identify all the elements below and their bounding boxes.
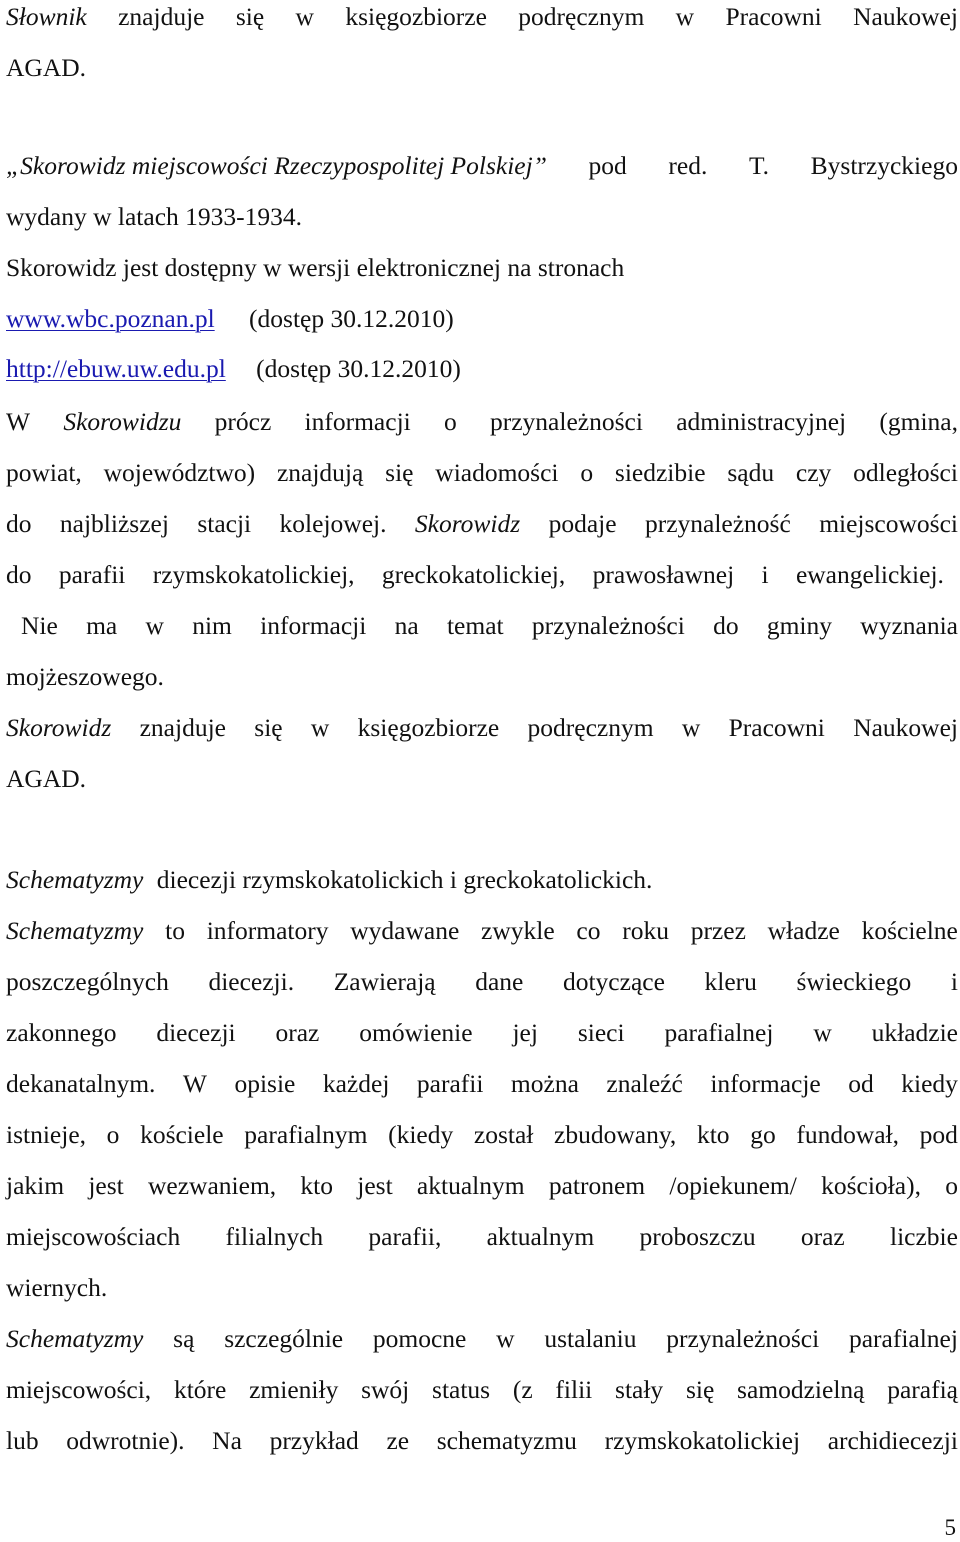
word: o xyxy=(444,407,457,436)
word: informatory xyxy=(206,916,329,945)
word: ma xyxy=(86,611,118,640)
text-line xyxy=(6,405,958,439)
word: podręcznym xyxy=(527,713,654,742)
word: świeckiego xyxy=(796,967,912,996)
word: poszczególnych xyxy=(6,967,169,996)
word: znajduje xyxy=(139,713,226,742)
word: w xyxy=(675,2,695,31)
word: znaleźć xyxy=(606,1069,683,1098)
text-line xyxy=(6,1169,958,1203)
word: stały xyxy=(615,1375,664,1404)
text-line xyxy=(6,1118,958,1152)
word: kiedy xyxy=(901,1069,958,1098)
word: Schematyzmy xyxy=(6,916,144,945)
word: greckokatolickiej, xyxy=(381,560,566,589)
word: nim xyxy=(192,611,232,640)
word: kleru xyxy=(704,967,757,996)
word: Skorowidzu xyxy=(63,407,182,436)
word: został xyxy=(473,1120,534,1149)
text-line xyxy=(6,251,958,285)
word: przynależności xyxy=(531,611,685,640)
book-title: „Skorowidz miejscowości Rzeczypospolitej Polskiej” xyxy=(6,151,547,180)
word: o xyxy=(945,1171,958,1200)
word: każdej xyxy=(322,1069,390,1098)
word: siedzibie xyxy=(614,458,706,487)
word: parafii xyxy=(58,560,126,589)
word: podaje xyxy=(548,509,617,538)
text-line xyxy=(6,352,958,386)
word: jest xyxy=(88,1171,124,1200)
text-line xyxy=(6,1424,958,1458)
word: rzymskokatolickiej xyxy=(604,1426,801,1455)
word: oraz xyxy=(275,1018,320,1047)
word: Skorowidz xyxy=(6,713,112,742)
text-line xyxy=(6,149,958,183)
word: kto xyxy=(696,1120,730,1149)
word: samodzielną xyxy=(737,1375,865,1404)
word: W xyxy=(6,407,31,436)
text-line xyxy=(6,711,958,745)
word: administracyjnej xyxy=(676,407,847,436)
word: ustalaniu xyxy=(544,1324,637,1353)
word: ze xyxy=(386,1426,410,1455)
text-line xyxy=(6,1016,958,1050)
word: jest xyxy=(357,1171,393,1200)
word: i xyxy=(950,967,958,996)
text-line xyxy=(21,609,958,643)
word: parafialnej xyxy=(664,1018,774,1047)
text-line xyxy=(6,456,958,490)
word: gminy xyxy=(766,611,833,640)
word: i xyxy=(761,560,769,589)
word: wydany w latach 1933-1934. xyxy=(6,202,303,231)
word: wezwaniem, xyxy=(148,1171,277,1200)
word: miejscowości, xyxy=(6,1375,152,1404)
word: można xyxy=(510,1069,579,1098)
word: T. xyxy=(748,151,770,180)
text-line xyxy=(6,965,958,999)
word: o xyxy=(580,458,594,487)
word: jakim xyxy=(6,1171,65,1200)
word: aktualnym xyxy=(416,1171,525,1200)
word: wydawane xyxy=(350,916,460,945)
word: AGAD. xyxy=(6,764,87,793)
word: mojżeszowego. xyxy=(6,662,164,691)
word: zwykle xyxy=(481,916,555,945)
text-line xyxy=(6,1220,958,1254)
text-line xyxy=(6,507,958,541)
word: kościelne xyxy=(861,916,958,945)
word: jej xyxy=(512,1018,538,1047)
word: liczbie xyxy=(890,1222,958,1251)
word: w xyxy=(496,1324,515,1353)
text-line xyxy=(6,1067,958,1101)
word: Skorowidz xyxy=(414,509,521,538)
word: Na xyxy=(212,1426,242,1455)
word: się xyxy=(254,713,283,742)
word: prawosławnej xyxy=(592,560,735,589)
word: miejscowościach xyxy=(6,1222,181,1251)
word: lub xyxy=(6,1426,39,1455)
word: wiernych. xyxy=(6,1273,108,1302)
word: kościoła), xyxy=(821,1171,921,1200)
word: które xyxy=(173,1375,227,1404)
word: stacji xyxy=(197,509,252,538)
text-line xyxy=(6,762,958,796)
word: czy xyxy=(795,458,832,487)
word: pomocne xyxy=(372,1324,467,1353)
word: się xyxy=(385,458,414,487)
word: przykład xyxy=(269,1426,359,1455)
word: zmieniły xyxy=(249,1375,339,1404)
word: przynależność xyxy=(644,509,791,538)
word: red. xyxy=(668,151,708,180)
word: oraz xyxy=(800,1222,845,1251)
access-date: (dostęp 30.12.2010) xyxy=(249,304,454,333)
word: zakonnego xyxy=(6,1018,117,1047)
word: kto xyxy=(300,1171,333,1200)
word: (kiedy xyxy=(388,1120,454,1149)
word: patronem xyxy=(548,1171,646,1200)
word: przynależności xyxy=(490,407,643,436)
word: przynależności xyxy=(666,1324,820,1353)
word: Schematyzmy xyxy=(6,1324,144,1353)
word: go xyxy=(750,1120,776,1149)
word: Naukowej xyxy=(853,713,958,742)
text-line xyxy=(6,1322,958,1356)
word: parafialnej xyxy=(848,1324,958,1353)
word: informacji xyxy=(260,611,367,640)
word: diecezji. xyxy=(208,967,295,996)
word: znajduje xyxy=(118,2,205,31)
word: władze xyxy=(767,916,840,945)
word: archidiecezji xyxy=(827,1426,958,1455)
word: Pracowni xyxy=(728,713,825,742)
ebuw-link[interactable]: http://ebuw.uw.edu.pl xyxy=(6,354,226,383)
word: w xyxy=(813,1018,832,1047)
text-line xyxy=(6,51,958,85)
word: wiadomości xyxy=(435,458,559,487)
text-line xyxy=(6,863,958,897)
word: do xyxy=(713,611,739,640)
word: w xyxy=(681,713,701,742)
word: wyznania xyxy=(860,611,958,640)
text-line xyxy=(6,1373,958,1407)
word: kolejowej. xyxy=(279,509,387,538)
word: układzie xyxy=(871,1018,958,1047)
word: się xyxy=(235,2,265,31)
word: znajdują xyxy=(276,458,364,487)
word: od xyxy=(848,1069,874,1098)
word: AGAD. xyxy=(6,53,87,82)
word: przez xyxy=(690,916,746,945)
word: o xyxy=(106,1120,120,1149)
word: parafialnym xyxy=(244,1120,368,1149)
word: rzymskokatolickiej, xyxy=(152,560,355,589)
word: parafii xyxy=(416,1069,484,1098)
word: dotyczące xyxy=(562,967,665,996)
word: status xyxy=(432,1375,491,1404)
word: to xyxy=(165,916,185,945)
word: pod xyxy=(919,1120,958,1149)
text-line xyxy=(6,1271,958,1305)
word: fundował, xyxy=(796,1120,900,1149)
word: Nie xyxy=(21,611,58,640)
word: Naukowej xyxy=(853,2,958,31)
word: /opiekunem/ xyxy=(669,1171,797,1200)
word: zbudowany, xyxy=(554,1120,677,1149)
word: (z xyxy=(512,1375,533,1404)
word: Schematyzmy xyxy=(6,865,144,894)
word: filii xyxy=(555,1375,593,1404)
word: Słownik xyxy=(6,2,87,31)
word: Bystrzyckiego xyxy=(810,151,958,180)
word: województwo) xyxy=(103,458,256,487)
word: się xyxy=(685,1375,715,1404)
word: co xyxy=(576,916,601,945)
word: parafią xyxy=(887,1375,958,1404)
word: sieci xyxy=(577,1018,625,1047)
word: kościele xyxy=(140,1120,224,1149)
word: ewangelickiej. xyxy=(795,560,944,589)
word: prócz xyxy=(214,407,272,436)
word: na xyxy=(394,611,419,640)
word: swój xyxy=(361,1375,410,1404)
word: Zawierają xyxy=(333,967,436,996)
word: pod xyxy=(588,151,627,180)
access-date: (dostęp 30.12.2010) xyxy=(256,354,461,383)
word: diecezji rzymskokatolickich i greckokatolickich. xyxy=(156,865,653,894)
word: do xyxy=(6,560,32,589)
text-line xyxy=(6,0,958,34)
word: temat xyxy=(446,611,504,640)
word: w xyxy=(310,713,330,742)
word: dane xyxy=(475,967,524,996)
word: w xyxy=(145,611,164,640)
word: najbliższej xyxy=(59,509,169,538)
text-line xyxy=(6,914,958,948)
wbc-link[interactable]: www.wbc.poznan.pl xyxy=(6,304,215,333)
word: filialnych xyxy=(225,1222,324,1251)
word: diecezji xyxy=(156,1018,236,1047)
word: podręcznym xyxy=(518,2,645,31)
word: W xyxy=(182,1069,207,1098)
word: Pracowni xyxy=(725,2,822,31)
word: powiat, xyxy=(6,458,82,487)
word: odwrotnie). xyxy=(66,1426,185,1455)
text-line xyxy=(6,200,958,234)
word: sądu xyxy=(727,458,775,487)
word: szczególnie xyxy=(224,1324,344,1353)
word: omówienie xyxy=(359,1018,473,1047)
word: opisie xyxy=(234,1069,296,1098)
word: (gmina, xyxy=(879,407,958,436)
word: proboszczu xyxy=(639,1222,756,1251)
word: informacje xyxy=(710,1069,821,1098)
word: parafii, xyxy=(368,1222,442,1251)
text-line xyxy=(6,302,958,336)
word: odległości xyxy=(853,458,958,487)
text-line xyxy=(6,558,944,592)
word: roku xyxy=(622,916,669,945)
word: aktualnym xyxy=(486,1222,595,1251)
word: do xyxy=(6,509,32,538)
word: istnieje, xyxy=(6,1120,87,1149)
word: w xyxy=(295,2,314,31)
word: są xyxy=(173,1324,195,1353)
word: schematyzmu xyxy=(436,1426,577,1455)
word: Skorowidz jest dostępny w wersji elektronicznej na stronach xyxy=(6,253,625,282)
word: miejscowości xyxy=(819,509,958,538)
word: informacji xyxy=(304,407,411,436)
word: księgozbiorze xyxy=(345,2,487,31)
word: księgozbiorze xyxy=(357,713,500,742)
text-line xyxy=(6,660,958,694)
word: dekanatalnym. xyxy=(6,1069,156,1098)
page-number: 5 xyxy=(944,1515,956,1540)
